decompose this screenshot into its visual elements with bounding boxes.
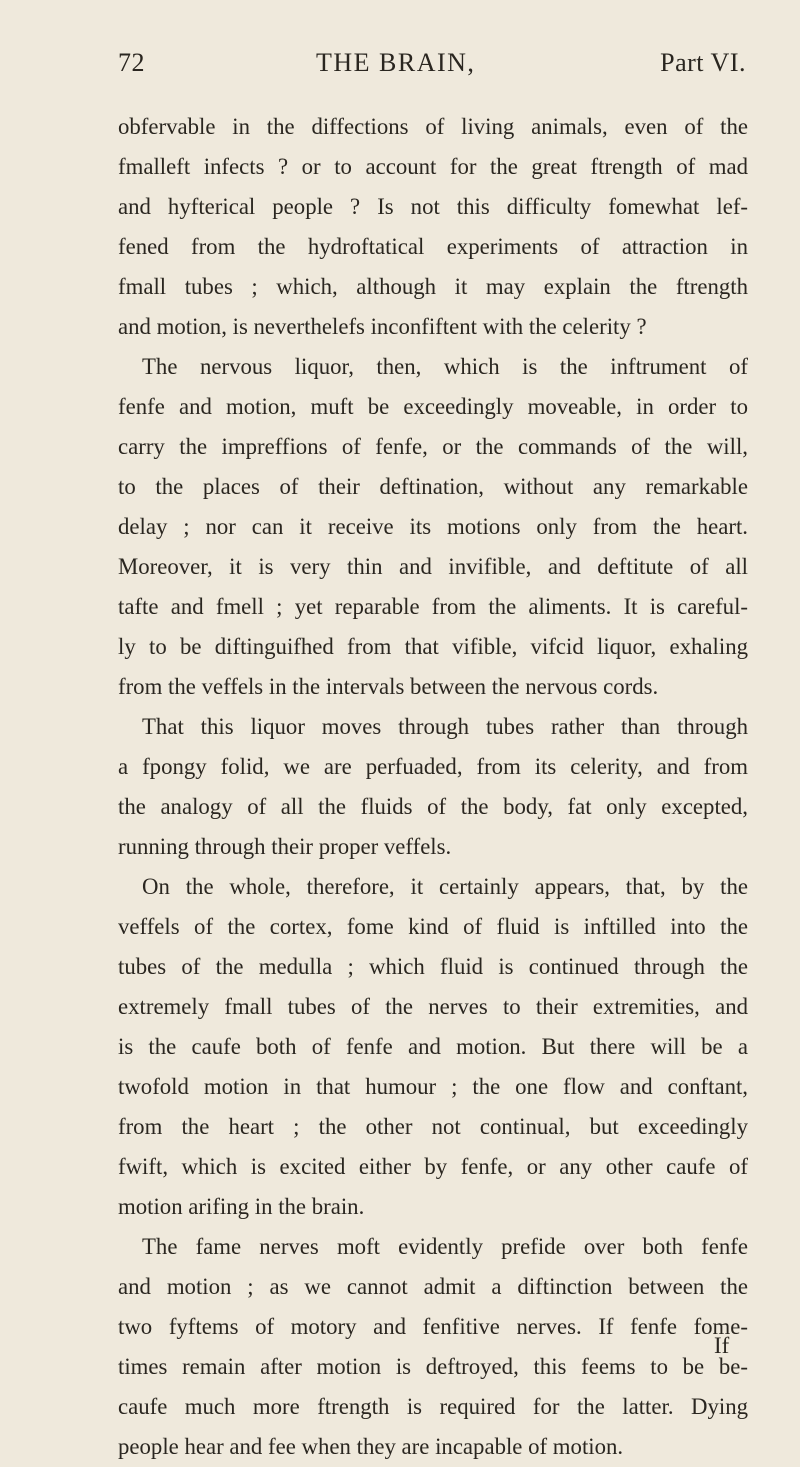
text-line: fened from the hydroftatical experiments of attraction in bbox=[118, 234, 748, 259]
text-line: from the heart ; the other not continual, but exceedingly bbox=[118, 1114, 748, 1139]
text-line: The nervous liquor, then, which is the inftrument of bbox=[142, 354, 748, 379]
text-line: Moreover, it is very thin and invifible, and deftitute of all bbox=[118, 554, 748, 579]
catchword: If bbox=[714, 1333, 730, 1358]
text-line: ly to be diftinguifhed from that vifible, vifcid liquor, exhaling bbox=[118, 634, 748, 659]
text-line: tafte and fmell ; yet reparable from the aliments. It is careful- bbox=[118, 594, 748, 619]
text-line: to the places of their deftination, without any remarkable bbox=[118, 474, 748, 499]
text-line: obfervable in the diffections of living animals, even of the bbox=[118, 114, 748, 139]
page-number: 72 bbox=[118, 48, 145, 77]
text-line: extremely fmall tubes of the nerves to their extremities, and bbox=[118, 994, 748, 1019]
text-line: carry the impreffions of fenfe, or the commands of the will, bbox=[118, 434, 748, 459]
text-line: the analogy of all the fluids of the body, fat only excepted, bbox=[118, 794, 748, 819]
text-line: fwift, which is excited either by fenfe, or any other caufe of bbox=[118, 1154, 748, 1179]
text-line: and motion ; as we cannot admit a diftinction between the bbox=[118, 1274, 748, 1299]
text-line: veffels of the cortex, fome kind of fluid is inftilled into the bbox=[118, 914, 748, 939]
text-line: tubes of the medulla ; which fluid is continued through the bbox=[118, 954, 748, 979]
text-line: a fpongy folid, we are perfuaded, from its celerity, and from bbox=[118, 754, 748, 779]
text-line: people hear and fee when they are incapable of motion. bbox=[118, 1434, 624, 1459]
text-line: delay ; nor can it receive its motions only from the heart. bbox=[118, 514, 748, 539]
book-title: THE BRAIN, bbox=[316, 48, 476, 77]
text-line: fmalleft infects ? or to account for the great ftrength of mad bbox=[118, 154, 748, 179]
text-line: running through their proper veffels. bbox=[118, 834, 452, 859]
text-line: On the whole, therefore, it certainly appears, that, by the bbox=[142, 874, 748, 899]
text-line: caufe much more ftrength is required for the latter. Dying bbox=[118, 1394, 748, 1419]
running-head bbox=[118, 48, 746, 88]
part-label: Part VI. bbox=[660, 48, 746, 77]
text-line: from the veffels in the intervals between the nervous cords. bbox=[118, 674, 659, 699]
text-line: That this liquor moves through tubes rather than through bbox=[142, 714, 748, 739]
text-line: is the caufe both of fenfe and motion. But there will be a bbox=[118, 1034, 748, 1059]
text-line: The fame nerves moft evidently prefide over both fenfe bbox=[142, 1234, 748, 1259]
text-line: twofold motion in that humour ; the one flow and conftant, bbox=[118, 1074, 748, 1099]
text-line: and hyfterical people ? Is not this difficulty fomewhat lef- bbox=[118, 194, 748, 219]
text-line: times remain after motion is deftroyed, this feems to be be- bbox=[118, 1354, 748, 1379]
text-line: two fyftems of motory and fenfitive nerves. If fenfe fome- bbox=[118, 1314, 748, 1339]
text-line: fenfe and motion, muft be exceedingly moveable, in order to bbox=[118, 394, 748, 419]
text-line: motion arifing in the brain. bbox=[118, 1194, 365, 1219]
text-line: and motion, is neverthelefs inconfiftent with the celerity ? bbox=[118, 314, 647, 339]
body-text bbox=[118, 107, 748, 1467]
text-line: fmall tubes ; which, although it may explain the ftrength bbox=[118, 274, 748, 299]
